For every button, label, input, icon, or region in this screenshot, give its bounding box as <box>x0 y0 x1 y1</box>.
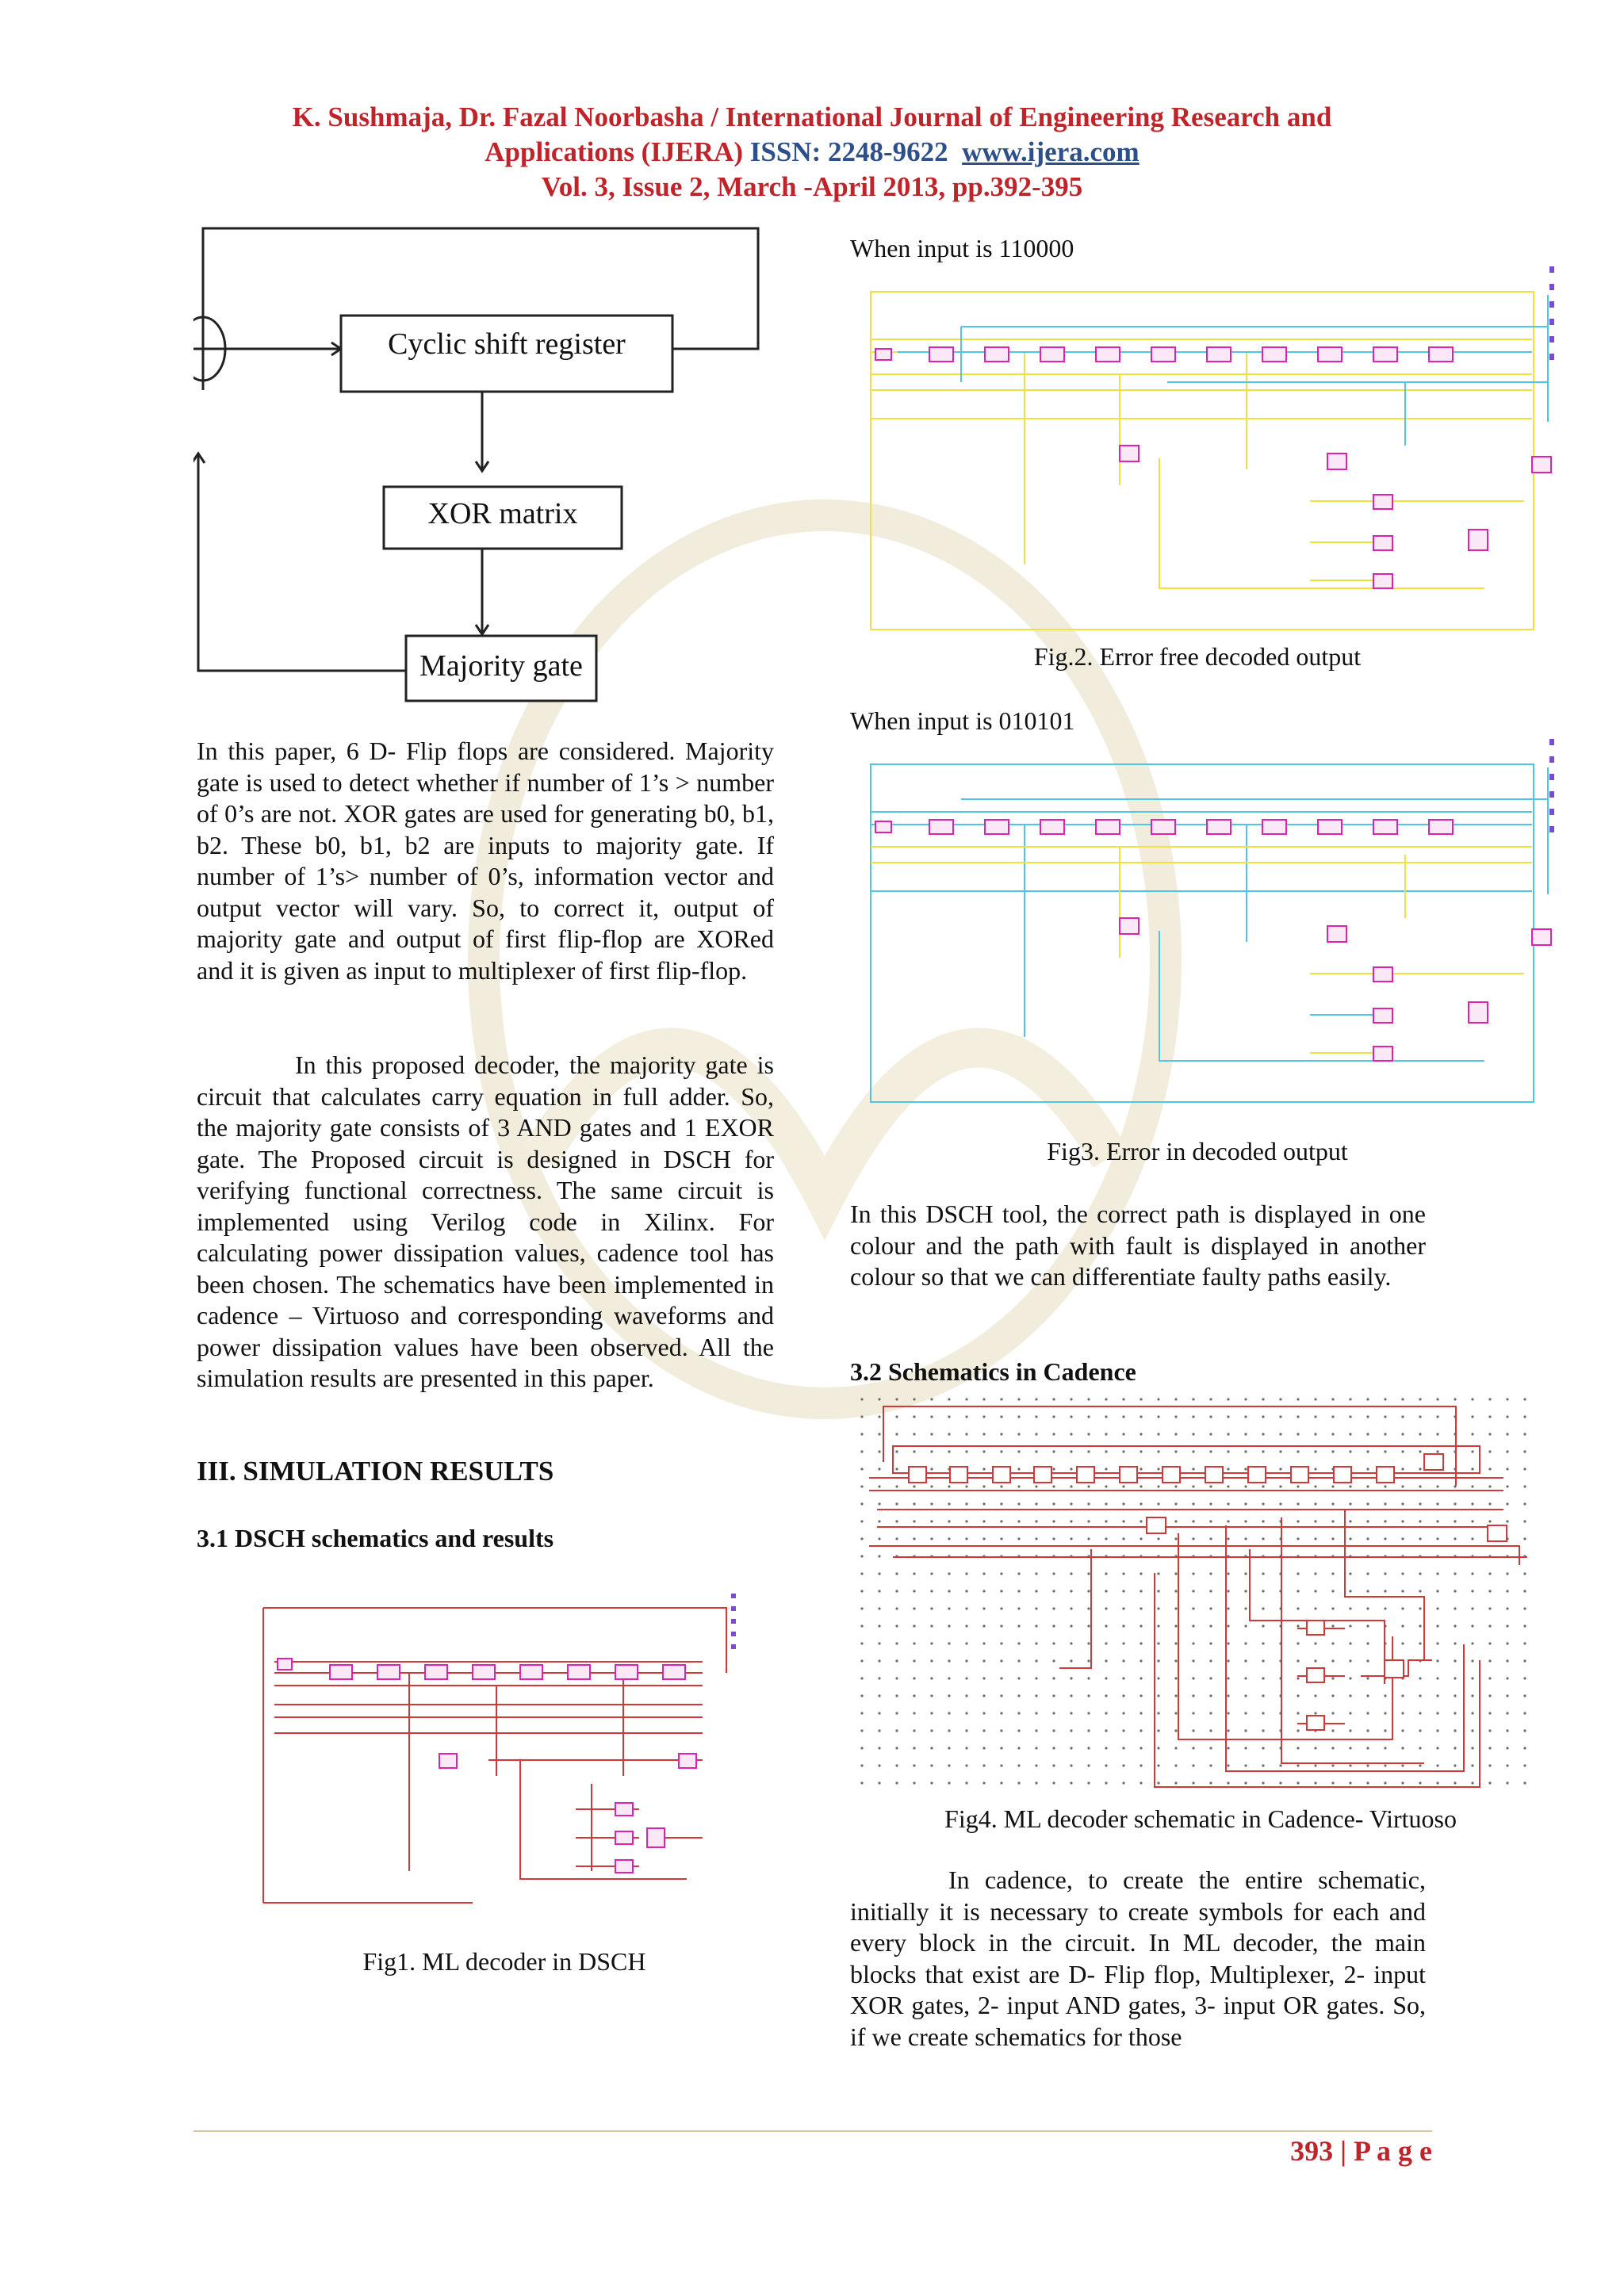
paragraph-3: In this DSCH tool, the correct path is displayed in one colour and the path with fault is displayed in another colour so that we can differentiate faulty paths easily. <box>850 1200 1426 1291</box>
fig3-dsch-error <box>866 736 1564 1108</box>
page-number: 393 | P a g e <box>1290 2135 1432 2167</box>
journal-header-line2 <box>0 135 1624 170</box>
section-heading-simulation-results: III. SIMULATION RESULTS <box>197 1456 554 1487</box>
paragraph-1: In this paper, 6 D- Flip flops are considered. Majority gate is used to detect whether if number of 1’s > number of 0’s are not. XOR gates are used for generating b0, b1, b2. These b0, b1, b2 are inputs to majority gate. If number of 1’s> number of 0’s, information vector and output vector will vary. So, to correct it, output of majority gate and output of first flip-flop are XORed and it is given as input to multiplexer of first flip-flop. <box>197 737 774 985</box>
fig4-caption: Fig4. ML decoder schematic in Cadence- Virtuoso <box>944 1804 1457 1833</box>
journal-url-link[interactable]: www.ijera.com <box>962 136 1139 167</box>
fig2-dsch-error-free <box>866 263 1564 636</box>
issn: ISSN: 2248-9622 <box>749 136 948 167</box>
paragraph-2: In this proposed decoder, the majority gate is circuit that calculates carry equation in full adder. So, the majority gate consists of 3 AND gates and 1 EXOR gate. The Proposed circuit is designed in DSCH for verifying functional correctness. The same circuit is implemented using Verilog code in Xilinx. For calculating power dissipation values, cadence tool has been chosen. The schematics have been implemented in cadence – Virtuoso and corresponding waveforms and power dissipation values have been observed. All the simulation results are presented in this paper. <box>197 1050 774 1392</box>
input-label-110000: When input is 110000 <box>850 234 1074 262</box>
xor-matrix-label: XOR matrix <box>427 497 578 530</box>
fig1-caption: Fig1. ML decoder in DSCH <box>362 1947 646 1976</box>
journal-header-line3: Vol. 3, Issue 2, March -April 2013, pp.392-395 <box>541 171 1083 202</box>
fig3-caption: Fig3. Error in decoded output <box>1047 1137 1348 1165</box>
fig1-dsch-schematic <box>259 1586 750 1934</box>
journal-name: Applications (IJERA) <box>485 136 744 167</box>
subsection-heading-cadence: 3.2 Schematics in Cadence <box>850 1357 1136 1386</box>
majority-gate-label: Majority gate <box>419 649 583 683</box>
subsection-heading-dsch: 3.1 DSCH schematics and results <box>197 1524 554 1552</box>
fig4-cadence-schematic <box>853 1391 1535 1797</box>
shift-register-label: Cyclic shift register <box>388 327 626 361</box>
journal-header-line1: K. Sushmaja, Dr. Fazal Noorbasha / International Journal of Engineering Research and <box>292 101 1332 132</box>
paragraph-4: In cadence, to create the entire schematic, initially it is necessary to create symbols for each and every block in the circuit. In ML decoder, the main blocks that exist are D- Flip flop, Multiplexer, 2- input XOR gates, 2- input AND gates, 3- input OR gates. So, if we create schematics for those <box>850 1866 1426 2051</box>
input-label-010101: When input is 010101 <box>850 706 1075 735</box>
block-diagram <box>193 224 772 707</box>
footer-rule <box>193 2130 1432 2132</box>
fig2-caption: Fig.2. Error free decoded output <box>1033 642 1362 671</box>
